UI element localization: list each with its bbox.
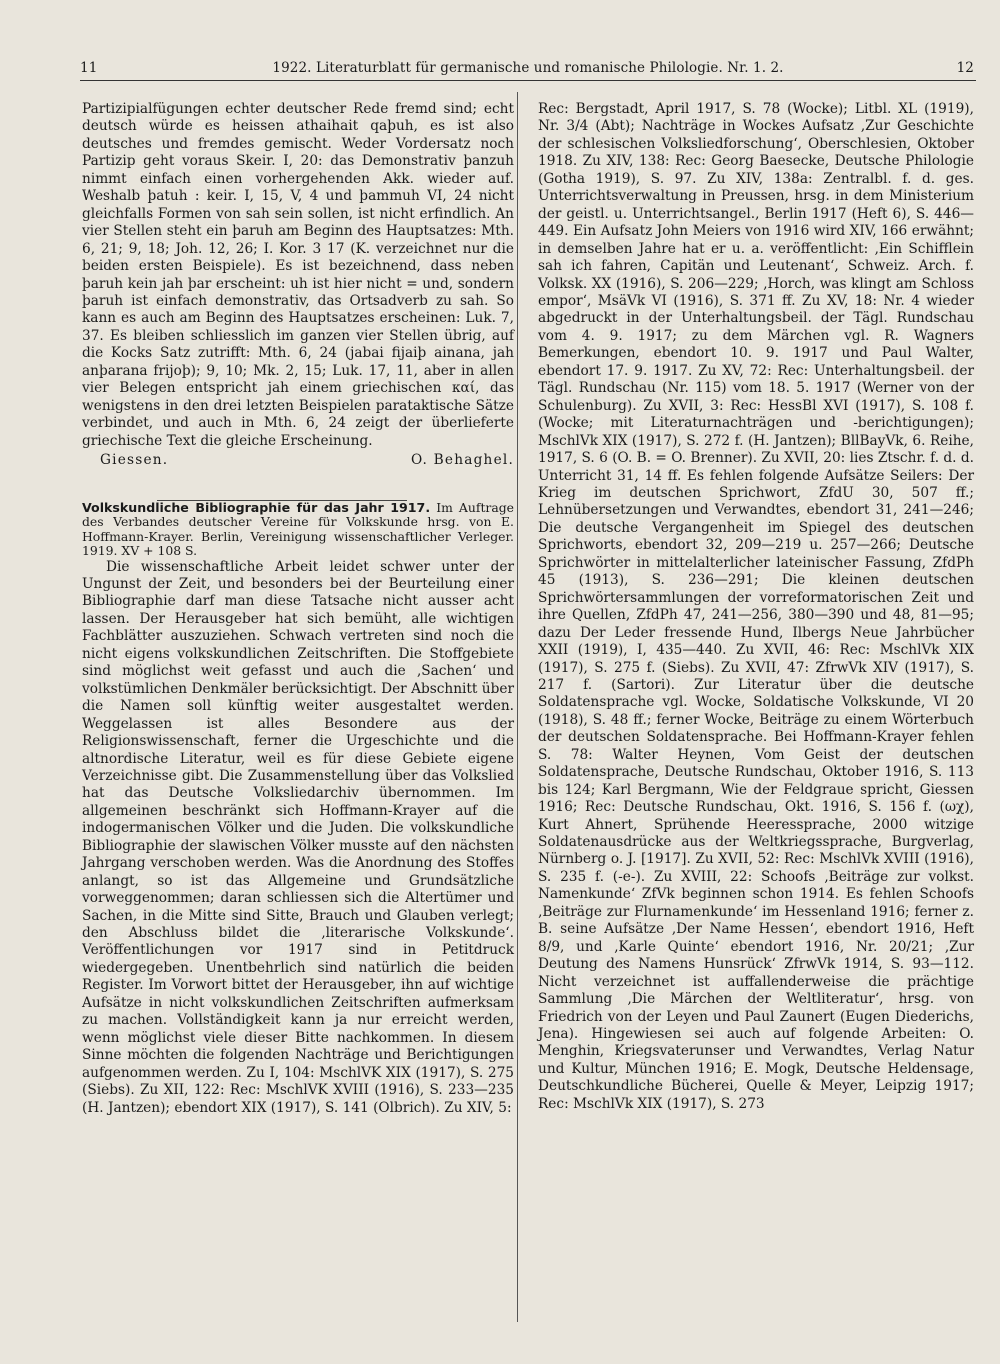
- running-title: 1922. Literaturblatt für germanische und romanische Philologie. Nr. 1. 2.: [272, 60, 784, 76]
- review-text: Die wissenschaftliche Arbeit leidet schwer unter der Ungunst der Zeit, und besonders bei der Beurteilung einer Bibliographie darf man diese Tatsache nicht ausser acht lassen. Der Herausgeber hat sich bemüht, alle wichtigen Fachblätter auszuziehen. Schwach vertreten sind noch die nicht eigens volkskundlichen Zeitschriften. Die Stoffgebiete sind möglichst weit gefasst und auch die ‚Sachen‘ und volkstümlichen Denkmäler berücksichtigt. Der Abschnitt über die Namen soll künftig weiter ausgestaltet werden. Weggelassen ist alles Besondere aus der Religionswissenschaft, ferner die Urgeschichte und die altnordische Literatur, weil es für diese Gebiete eigene Verzeichnisse gibt. Die Zusammenstellung über das Volkslied hat das Deutsche Volksliedarchiv übernommen. Im allgemeinen beschränkt sich Hoffmann-Krayer auf die indogermanischen Völker und die Juden. Die volkskundliche Bibliographie der slawischen Völker musste auf den nächsten Jahrgang verschoben werden. Was die Anordnung des Stoffes anlangt, so ist das Allgemeine und Grundsätzliche vorweggenommen; daran schliessen sich die Altertümer und Sachen, in die Mitte sind Sitte, Brauch und Glauben verlegt; den Abschluss bildet die ‚literarische Volkskunde‘. Veröffentlichungen vor 1917 sind in Petitdruck wiedergegeben. Unentbehrlich sind natürlich die beiden Register. Im Vorwort bittet der Herausgeber, ihn auf wichtige Aufsätze in nicht volkskundlichen Zeitschriften aufmerksam zu machen. Vollständigkeit kann ja nur erreicht werden, wenn möglichst viele dieser Bitte nachkommen. In diesem Sinne möchten die folgenden Nachträge und Berichtigungen aufgenommen werden. Zu I, 104: MschlVK XIX (1917), S. 275 (Siebs). Zu XII, 122: Rec: MschlVK XVIII (1916), S. 233—235 (H. Jantzen); ebendort XIX (1917), S. 141 (Olbrich). Zu XIV, 5:: [82, 558, 514, 1116]
- review-title: Volkskundliche Bibliographie für das Jahr 1917.: [82, 499, 431, 515]
- column-divider: [517, 92, 518, 1322]
- signature-place: Giessen.: [100, 452, 169, 469]
- signature-author: O. Behaghel.: [410, 452, 514, 469]
- right-column: [538, 101, 974, 1113]
- left-column: [82, 101, 514, 1117]
- article-end-paragraph: Partizipialfügungen echter deutscher Rede fremd sind; echt deutsch würde es heissen athaihait qaþuh, es ist also deutsches und fremdes gemischt. Weder Vordersatz noch Partizip geht voraus Skeir. I, 20: das Demonstrativ þanzuh nimmt einfach einen vorhergehenden Akk. wieder auf. Weshalb þatuh : keir. I, 15, V, 4 und þammuh VI, 24 nicht gleichfalls Formen von sah sein sollen, ist nicht erfindlich. An vier Stellen steht ein þaruh am Beginn des Hauptsatzes: Mth. 6, 21; 9, 18; Joh. 12, 26; I. Kor. 3 17 (K. verzeichnet nur die beiden ersten Beispiele). Es ist bezeichnend, dass neben þaruh kein jah þar erscheint: uh ist hier nicht = und, sondern þaruh ist einfach demonstrativ, das Ortsadverb zu sah. So kann es auch am Beginn des Hauptsatzes erscheinen: Luk. 7, 37. Es bleiben schliesslich im ganzen vier Stellen übrig, auf die Kocks Satz zutrifft: Mth. 6, 24 (jabai fijaiþ ainana, jah anþarana frijoþ); 9, 10; Mk. 2, 15; Luk. 17, 11, aber in allen vier Belegen entspricht jah einem griechischen καί, das wenigstens in den drei letzten Beispielen parataktische Sätze verbindet, und auch in Mth. 6, 24 zeigt der überlieferte griechische Text die gleiche Erscheinung.: [82, 101, 514, 449]
- signature: [82, 452, 514, 469]
- review-continuation: Rec: Bergstadt, April 1917, S. 78 (Wocke); Litbl. XL (1919), Nr. 3/4 (Abt); Nachträge in Wockes Aufsatz ‚Zur Geschichte der schlesischen Volksliedforschung‘, Oberschlesien, Oktober 1918. Zu XIV, 138: Rec: Georg Baesecke, Deutsche Philologie (Gotha 1919), S. 97. Zu XIV, 138a: Zentralbl. f. d. ges. Unterrichtsverwaltung in Preussen, hrsg. in dem Ministerium der geistl. u. Unterrichtsangel., Berlin 1917 (Heft 6), S. 446—449. Ein Aufsatz John Meiers von 1916 wird XIV, 166 erwähnt; in demselben Jahre hat er u. a. veröffentlicht: ‚Ein Schifflein sah ich fahren, Capitän und Leutenant‘, Schweiz. Arch. f. Volksk. XX (1916), S. 206—229; ‚Horch, was klingt am Schloss empor‘, MsäVk VI (1916), S. 371 ff. Zu XV, 18: Nr. 4 wieder abgedruckt in der Unterhaltungsbeil. der Tägl. Rundschau vom 4. 9. 1917; zu dem Märchen vgl. R. Wagners Bemerkungen, ebendort 10. 9. 1917 und Paul Walter, ebendort 17. 9. 1917. Zu XV, 72: Rec: Unterhaltungsbeil. der Tägl. Rundschau (Nr. 115) vom 18. 5. 1917 (Werner von der Schulenburg). Zu XVII, 3: Rec: HessBl XVI (1917), S. 108 f. (Wocke; mit Literaturnachträgen und -berichtigungen); MschlVk XIX (1917), S. 272 f. (H. Jantzen); BllBayVk, 6. Reihe, 1917, S. 6 (O. B. = O. Brenner). Zu XVII, 20: lies Ztschr. f. d. d. Unterricht 31, 14 ff. Es fehlen folgende Aufsätze Seilers: Der Krieg im deutschen Sprichwort, ZfdU 30, 507 ff.; Lehnübersetzungen und Verwandtes, ebendort 31, 241—246; Die deutsche Vergangenheit im Spiegel des deutschen Sprichworts, ebendort 32, 209—219 u. 257—266; Deutsche Sprichwörter in mittelalterlicher lateinischer Fassung, ZfdPh 45 (1913), S. 236—291; Die kleinen deutschen Sprichwörtersammlungen der vorreformatorischen Zeit und ihre Quellen, ZfdPh 47, 241—256, 380—390 und 48, 81—95; dazu Der Leder fressende Hund, Ilbergs Neue Jahrbücher XXII (1919), I, 435—440. Zu XVII, 46: Rec: MschlVk XIX (1917), S. 275 f. (Siebs). Zu XVII, 47: ZfrwVk XIV (1917), S. 217 f. (Sartori). Zur Literatur über die deutsche Soldatensprache vgl. Wocke, Soldatische Volkskunde, VI 20 (1918), S. 48 ff.; ferner Wocke, Beiträge zu einem Wörterbuch der deutschen Soldatensprache. Bei Hoffmann-Krayer fehlen S. 78: Walter Heynen, Vom Geist der deutschen Soldatensprache, Deutsche Rundschau, Oktober 1916, S. 113 bis 124; Karl Bergmann, Wie der Feldgraue spricht, Giessen 1916; Rec: Deutsche Rundschau, Okt. 1916, S. 156 f. (ωχ), Kurt Ahnert, Sprühende Heeressprache, 2000 witzige Soldatenausdrücke aus der Weltkriegssprache, Burgverlag, Nürnberg o. J. [1917]. Zu XVII, 52: Rec: MschlVk XVIII (1916), S. 235 f. (-e-). Zu XVIII, 22: Schoofs ‚Beiträge zur volkst. Namenkunde‘ ZfVk beginnen schon 1914. Es fehlen Schoofs ‚Beiträge zur Flurnamenkunde‘ im Hessenland 1916; ferner z. B. seine Aufsätze ‚Der Name Hessen‘, ebendort 1916, Heft 8/9, und ‚Karle Quinte‘ ebendort 1916, Nr. 20/21; ‚Zur Deutung des Namens Hunsrück‘ ZfrwVk 1914, S. 93—112. Nicht verzeichnet ist auffallenderweise die prächtige Sammlung ‚Die Märchen der Weltliteratur‘, hrsg. von Friedrich von der Leyen und Paul Zaunert (Eugen Diederichs, Jena). Hingewiesen sei auch auf folgende Arbeiten: O. Menghin, Kriegsvaterunser und Verwandtes, Verlag Natur und Kultur, München 1916; E. Mogk, Deutsche Heldensage, Deutschkundliche Bücherei, Quelle & Meyer, Leipzig 1917; Rec: MschlVk XIX (1917), S. 273: [538, 101, 974, 1112]
- header-rule: [80, 80, 976, 81]
- page-number-right: 12: [956, 60, 974, 76]
- page-number-left: 11: [80, 60, 98, 76]
- review-heading: [82, 501, 514, 559]
- review-bibliographic-info: Im Auftrage des Verbandes deutscher Vereine für Volkskunde hrsg. von E. Hoffmann-Krayer. Berlin, Vereinigung wissenschaftlicher Verleger. 1919. XV + 108 S.: [82, 499, 514, 559]
